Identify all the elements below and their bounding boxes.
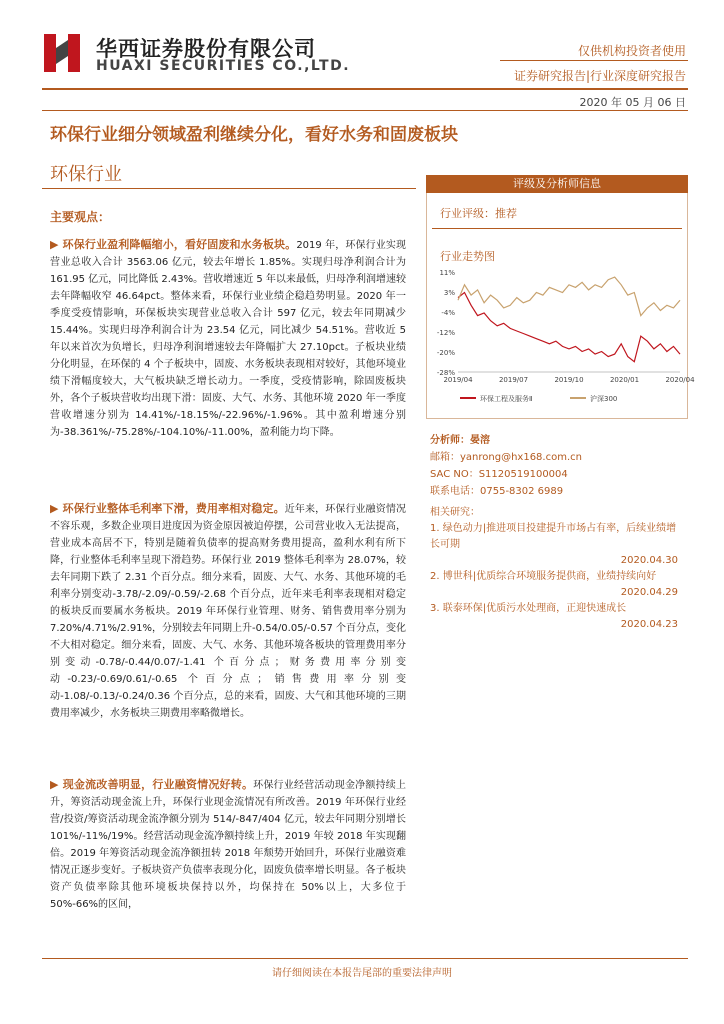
x-tick-label: 2019/04 [443,376,473,384]
header-divider [42,88,688,90]
paragraph-lead: ▶ 现金流改善明显，行业融资情况好转。 [50,778,254,791]
x-tick-label: 2019/10 [554,376,584,384]
trend-chart [430,268,695,414]
related-research [430,505,678,633]
date-divider [42,110,688,111]
footer-divider [42,958,688,959]
industry-rating: 行业评级：推荐 [440,207,517,220]
paragraph-body: 2019 年，环保行业实现营业总收入合计 3563.06 亿元，较去年增长 1.85%。实现归母净利润合计为 161.95 亿元，同比降低 2.43%。营收增速近 5 年以来最低，归母净利润增速较去年降幅收窄 46.64pct。整体来看，环保行业业绩企稳趋势明显。2020 年一季度受疫情影响，环保板块实现营业总收入合计 597 亿元，较去年同期减少 15.44%。实现归母净利润合计为 23.54 亿元，同比减少 54.51%。营收近 5 年以来首次为负增长，归母净利润增速较去年降幅扩大 27.10pct。子板块业绩分化明显，在环保的 4 个子板块中，固废、水务板块表现相对较好，其他环境业绩下滑幅度较大，大气板块缺乏增长动力。一季度，受疫情影响，除固废板块外，各个子板块营收均出现下滑：固废、大气、水务、其他环境 2020 年一季度营收增速分别为 14.41%/-18.15%/-22.96%/-1.96%。其中盈利增速分别为-38.361%/-75.28%/-104.10%/-11.00%，盈利能力均下降。 [50,240,406,438]
sidebar-header: 评级及分析师信息 [426,175,688,193]
report-title: 环保行业细分领域盈利继续分化，看好水务和固废板块 [50,125,458,145]
y-tick-label: 3% [443,289,455,297]
related-date: 2020.04.30 [620,555,678,566]
y-tick-label: -20% [436,349,455,357]
brand-name-cn: 华西证券股份有限公司 [96,37,316,61]
x-tick-label: 2020/04 [665,376,695,384]
paragraph-3 [50,776,406,913]
y-tick-label: -28% [436,369,455,377]
x-tick-label: 2019/07 [498,376,529,384]
brand-name-en: HUAXI SECURITIES CO.,LTD. [96,58,351,74]
series-line [458,277,680,316]
huaxi-logo-icon [44,30,88,74]
legend-label: 环保工程及服务Ⅱ [480,395,533,403]
section-title: 主要观点： [50,210,111,224]
analyst-sac: SAC NO：S1120519100004 [430,469,568,480]
audience-note: 仅供机构投资者使用 [577,44,686,58]
related-date: 2020.04.23 [620,619,678,630]
y-tick-label: -4% [441,309,455,317]
paragraph-2 [50,500,406,722]
paragraph-lead: ▶ 环保行业盈利降幅缩小，看好固废和水务板块。 [50,238,297,251]
series-line [458,293,680,362]
report-type: 证券研究报告|行业深度研究报告 [513,69,686,83]
analyst-name: 分析师：晏溶 [430,435,490,446]
related-title: 相关研究： [430,507,480,518]
legend-label: 沪深300 [590,395,618,403]
related-item[interactable]: 2. 博世科|优质综合环境服务提供商，业绩持续向好 [430,571,657,582]
related-date: 2020.04.29 [620,587,678,598]
related-item[interactable]: 3. 联泰环保|优质污水处理商，正迎快速成长 [430,603,627,614]
y-tick-label: 11% [439,269,455,277]
industry-name: 环保行业 [50,164,122,185]
y-tick-label: -12% [436,329,455,337]
paragraph-body: 近年来，环保行业融资情况不容乐观，多数企业项目进度因为资金原因被迫停摆，公司营业收入无法提高，营业成本高居不下，特别是随着负债率的提高财务费用提高，盈利水利有所下降，行业整体毛利率呈现下滑趋势。环保行业 2019 整体毛利率为 28.07%，较去年同期下跌了 2.31 个百分点。细分来看，固废、大气、水务、其他环境的毛利率分别变动-3.78/-2.09/-0.59/-2.68 个百分点，近年来毛利率表现相对稳定的板块反而要属水务板块。2019 年环保行业管理、财务、销售费用率分别为 7.20%/4.71%/2.91%，分别较去年同期上升-0.54/0.05/-0.57 个百分点，变化不大相对稳定。细分来看，固废、大气、水务、其他环境各板块的管理费用率分别变动-0.78/-0.44/0.07/-1.41 个百分点；财务费用率分别变动-0.23/-0.69/0.61/-0.65 个百分点；销售费用率分别变动-1.08/-0.13/-0.24/0.36 个百分点，总的来看，固废、大气和其他环境的三期费用率减少，水务板块三期费用率略微增长。 [50,504,406,719]
x-tick-label: 2020/01 [609,376,640,384]
paragraph-1 [50,236,406,441]
trend-label: 行业走势图 [440,250,495,263]
industry-divider [42,188,416,189]
analyst-email[interactable]: 邮箱：yanrong@hx168.com.cn [430,452,582,463]
paragraph-body: 环保行业经营活动现金净额持续上升，筹资活动现金流上升，环保行业现金流情况有所改善。2019 年环保行业经营/投资/筹资活动现金流净额分别为 514/-847/404 亿元，较去年同期分别增长 101%/-11%/19%。经营活动现金流净额持续上升，2019 年较 2018 年实现翻倍。2019 年筹资活动现金流净额扭转 2018 年颓势开始回升，环保行业融资难情况正逐步变好。子板块资产负债率表现分化，固废负债率增长明显。各子板块资产负债率除其他环境板块保持以外，均保持在 50%以上，大多位于 50%-66%的区间， [50,780,406,910]
related-item[interactable]: 1. 绿色动力|推进项目投建提升市场占有率，后续业绩增长可期 [430,523,677,550]
footer-note: 请仔细阅读在本报告尾部的重要法律声明 [272,968,452,979]
rating-divider [432,228,682,229]
analyst-phone: 联系电话：0755-8302 6989 [430,486,564,497]
divider [500,60,688,61]
paragraph-lead: ▶ 环保行业整体毛利率下滑，费用率相对稳定。 [50,502,285,515]
analyst-info [430,432,582,500]
report-date: 2020 年 05 月 06 日 [579,96,686,109]
